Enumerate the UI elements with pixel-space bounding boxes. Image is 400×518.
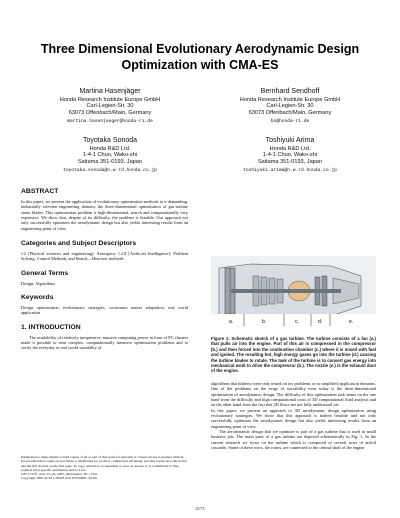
author-address: Carl-Legien-Str. 30 bbox=[266, 103, 314, 110]
author-affiliation: Honda R&D Ltd. bbox=[89, 145, 131, 152]
figure-label-nozzle: e. bbox=[349, 319, 354, 325]
introduction-text: The availability of relatively inexpensive, massive computing power in form of PC clusters made it possible to treat complex, computationally intensive optimization problems and to verify the everyday or real world suitability of bbox=[21, 334, 188, 351]
author-email: toyotaka.sonoda@n.w.rd.honda.co.jp bbox=[63, 168, 157, 174]
turbine-sketch bbox=[211, 256, 376, 326]
paper-title bbox=[0, 42, 400, 73]
author-name: Toshiyuki Arima bbox=[265, 137, 315, 144]
footnote-copyright: Copyright 2005 ACM 1-59593-010-8/05/0006...$5.00. bbox=[21, 476, 98, 481]
author-email: toshiyuki.arima@n.w.rd.honda.co.jp bbox=[243, 168, 337, 174]
footnote-conference: GECCO'05, June 25–29, 2005, Washington, DC, USA. bbox=[21, 472, 98, 476]
author-city: 63073 Offenbach/Main, Germany bbox=[248, 109, 332, 116]
gas-turbine-figure bbox=[211, 256, 376, 326]
author-affiliation: Honda Research Institute Europe GmbH bbox=[59, 96, 161, 103]
categories-text: J.2 [Physical sciences and engineering]: Aerospace; I.2.8 [Artificial Intelligence]: Problem Solving, Control Methods, and Search—Heuristic methods bbox=[21, 251, 188, 262]
right-paragraph-3: In this paper, we present an approach to 3D aerodynamic design optimization using evolutionary strategies. We show that this approach is indeed feasible and not only successfully optimizes the aerodynamic design but also yields interesting results from an engineering point of view. bbox=[211, 407, 376, 429]
abstract-heading: ABSTRACT bbox=[21, 188, 59, 195]
author-name: Martina Hasenjäger bbox=[79, 88, 141, 95]
author-name: Toyotaka Sonoda bbox=[82, 137, 138, 144]
figure-caption: Figure 1: Schematic sketch of a gas turbine. The turbine consists of a fan (a.) that pulls air into the engine. Part of this air is compressed in the compressor (b.) and then forced into the combustion chamber (c.) where it is mixed with fuel and ignited. The resulting hot, high energy gases go into the turbine (d.) causing the turbine blades to rotate. The task of the turbine is to convert gas energy into mechanical work to drive the compressor (b.). The nozzle (e.) is the exhaust duct of the engine. bbox=[211, 336, 376, 374]
author-address: Carl-Legien-Str. 30 bbox=[86, 103, 134, 110]
categories-heading: Categories and Subject Descriptors bbox=[21, 240, 137, 248]
abstract-text: In this paper, we present the application of evolutionary optimization methods to a demanding, industrially relevant engineering domain, the three-dimensional optimization of gas-turbine stator blades. This optimization problem is high-dimensional, search and computationally very expensive. We show that, despite of its difficulty, the problem is feasible. Our approach not only successfully optimizes the aerodynamic design but also yields interesting results from an engineering point of view. bbox=[21, 199, 188, 231]
figure-label-fan: a. bbox=[229, 319, 234, 325]
keywords-heading: Keywords bbox=[21, 294, 54, 302]
right-column bbox=[211, 336, 376, 450]
title-line-2: Optimization with CMA-ES bbox=[121, 57, 279, 72]
author-city: 63073 Offenbach/Main, Germany bbox=[68, 109, 152, 116]
author-address: 1-4-1 Chuo, Wako-shi bbox=[262, 152, 318, 159]
author-address: 1-4-1 Chuo, Wako-shi bbox=[82, 152, 138, 159]
figure-label-turbine: d. bbox=[318, 319, 323, 325]
author-block-3 bbox=[30, 137, 190, 175]
right-paragraph-4: The aerodynamic design that we optimize is part of a gas turbine that is used in small business jets. The main parts of a gas turbine are depicted schematically in Fig. 1. In the current research we focus on the turbine which is composed of several rows of airfoil cascades. Some of these rows, the rotors, are connected to the central shaft of the engine bbox=[211, 428, 376, 450]
author-email: bs@honda-ri.de bbox=[270, 119, 310, 125]
left-column bbox=[21, 188, 188, 351]
general-terms-text: Design, Algorithms bbox=[21, 280, 56, 286]
author-block-2 bbox=[210, 88, 370, 126]
footnote-permission-text: Permission to make digital or hard copies of all or part of this work for personal or classroom use is granted without fee provided that copies are not made or distributed for profit or commercial advantage and that copies bear this notice and the full citation on the first page. To copy otherwise, to republish, to post on servers or to redistribute to lists, requires prior specific permission and/or a fee. bbox=[21, 455, 188, 472]
author-email: martina.hasenjaeger@honda-ri.de bbox=[67, 119, 153, 125]
right-paragraph-2: One of the problems on the verge of tractability even today is the three-dimensional optimization of aerodynamic design. The difficulty of this optimization task stems on the one hand from the difficulty and high computational costs of 3D computational fluid analysis and on the other hand from the fact that 3D flows are not fully understood yet. bbox=[211, 386, 376, 408]
permission-footnote bbox=[21, 455, 188, 481]
right-paragraph-1: algorithms that hitherto were only tested on toy problems or in simplified application domains. bbox=[211, 380, 376, 386]
author-affiliation: Honda Research Institute Europe GmbH bbox=[239, 96, 341, 103]
author-affiliation: Honda R&D Ltd. bbox=[269, 145, 311, 152]
author-city: Saitama 351-0193, Japan bbox=[77, 158, 143, 165]
author-block-1 bbox=[30, 88, 190, 126]
author-city: Saitama 351-0193, Japan bbox=[257, 158, 323, 165]
figure-label-combustion: c. bbox=[295, 319, 299, 325]
figure-label-compressor: b. bbox=[262, 319, 267, 325]
keywords-text: Design optimization, evolutionary strategies, covariance matrix adaptation, real world application bbox=[21, 305, 188, 316]
introduction-heading: 1. INTRODUCTION bbox=[21, 323, 81, 331]
author-block-4 bbox=[210, 137, 370, 175]
title-line-1: Three Dimensional Evolutionary Aerodynamic Design bbox=[40, 42, 360, 56]
page-number: 2173 bbox=[195, 506, 205, 511]
general-terms-heading: General Terms bbox=[21, 269, 69, 277]
author-name: Bernhard Sendhoff bbox=[260, 88, 320, 95]
